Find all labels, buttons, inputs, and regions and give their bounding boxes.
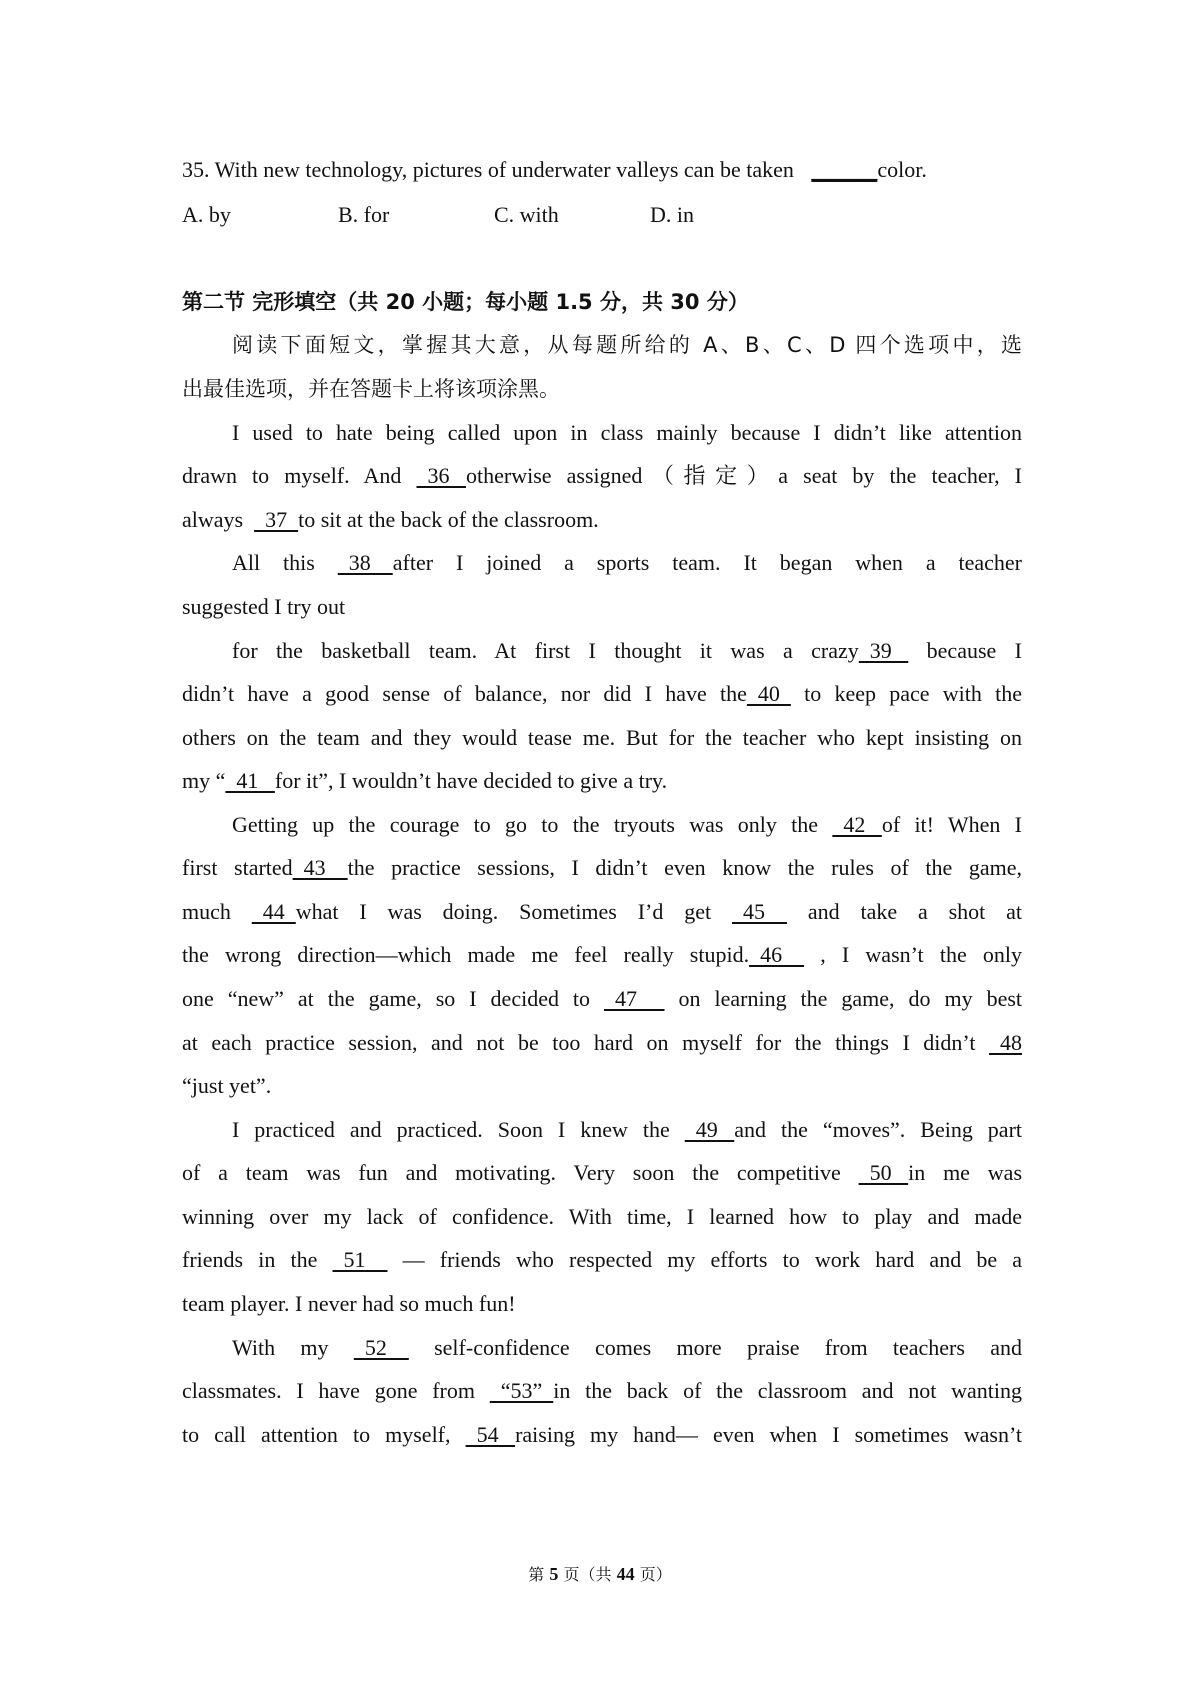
question-35-stem: 35. With new technology, pictures of underwater valleys can be taken — [182, 157, 794, 182]
passage-line-19: winning over my lack of confidence. With time, I learned how to play and made — [182, 1204, 1022, 1229]
passage-line-22: With my 52 self-confidence comes more praise from teachers and — [232, 1333, 1022, 1363]
passage-line-21: team player. I never had so much fun! — [182, 1291, 516, 1316]
section-instruction-1: 阅读下面短文，掌握其大意，从每题所给的 A、B、C、D 四个选项中，选 — [232, 333, 1022, 357]
passage-line-4: All this 38 after I joined a sports team. It began when a teacher — [232, 548, 1022, 578]
blank-43: 43 — [292, 855, 348, 880]
passage-line-10: Getting up the courage to go to the tryouts was only the 42 of it! When I — [232, 810, 1022, 840]
section-instruction-2: 出最佳选项，并在答题卡上将该项涂黑。 — [182, 377, 560, 401]
blank-46: 46 — [749, 942, 805, 967]
passage-line-7: didn’t have a good sense of balance, nor did I have the 40 to keep pace with the — [182, 679, 1022, 709]
blank-45: 45 — [731, 899, 787, 924]
blank-38: 38 — [337, 550, 393, 575]
section-heading: 第二节 完形填空（共 20 小题；每小题 1.5 分，共 30 分） — [182, 290, 749, 314]
passage-line-5: suggested I try out — [182, 594, 346, 619]
option-d: D. in — [650, 202, 694, 227]
blank-36: 36 — [416, 463, 466, 488]
passage-line-1: I used to hate being called upon in class mainly because I didn’t like attention — [232, 420, 1022, 445]
blank-48: 48 — [989, 1030, 1023, 1055]
blank-47: 47 — [604, 986, 665, 1011]
option-b: B. for — [338, 202, 390, 227]
blank-50: 50 — [858, 1160, 909, 1185]
passage-line-17: I practiced and practiced. Soon I knew the 49 and the “moves”. Being part — [232, 1115, 1022, 1145]
passage-line-3: always 37 to sit at the back of the classroom. — [182, 505, 1022, 535]
option-a: A. by — [182, 202, 231, 227]
passage-line-2: drawn to myself. And 36 otherwise assigned（指定）a seat by the teacher, I — [182, 461, 1022, 491]
passage-line-18: of a team was fun and motivating. Very soon the competitive 50 in me was — [182, 1158, 1022, 1188]
option-c: C. with — [494, 202, 559, 227]
page-number: 5 — [549, 1564, 559, 1584]
blank-51: 51 — [332, 1247, 388, 1272]
passage-line-12: much 44 what I was doing. Sometimes I’d get 45 and take a shot at — [182, 897, 1022, 927]
exam-page — [182, 0, 1022, 1698]
question-35-options — [182, 200, 1022, 230]
passage-line-13: the wrong direction—which made me feel really stupid. 46 , I wasn’t the only — [182, 940, 1022, 970]
passage-line-24: to call attention to myself, 54 raising my hand— even when I sometimes wasn’t — [182, 1420, 1022, 1450]
blank-40: 40 — [746, 681, 791, 706]
passage-line-14: one “new” at the game, so I decided to 47 on learning the game, do my best — [182, 984, 1022, 1014]
passage-line-8: others on the team and they would tease me. But for the teacher who kept insisting on — [182, 725, 1022, 750]
question-35-tail: color. — [877, 157, 927, 182]
passage-line-23: classmates. I have gone from “53” in the back of the classroom and not wanting — [182, 1376, 1022, 1406]
blank-54: 54 — [465, 1422, 516, 1447]
question-35-blank: ______ — [811, 157, 878, 182]
blank-37: 37 — [254, 507, 299, 532]
blank-44: 44 — [251, 899, 296, 924]
question-35 — [182, 155, 1022, 185]
passage-line-20: friends in the 51 — friends who respected my efforts to work hard and be a — [182, 1245, 1022, 1275]
page-footer: 第 5 页（共 44 页） — [528, 1564, 672, 1584]
passage-line-15: at each practice session, and not be too hard on myself for the things I didn’t 48 — [182, 1028, 1022, 1058]
blank-39: 39 — [858, 638, 909, 663]
blank-49: 49 — [684, 1117, 735, 1142]
blank-41: 41 — [225, 768, 275, 793]
blank-53: “53” — [489, 1378, 554, 1403]
passage-line-6: for the basketball team. At first I thought it was a crazy 39 because I — [232, 636, 1022, 666]
blank-52: 52 — [353, 1335, 409, 1360]
page-total: 44 — [616, 1564, 635, 1584]
passage-line-9: my “ 41 for it”, I wouldn’t have decided to give a try. — [182, 766, 1022, 796]
passage-line-16: “just yet”. — [182, 1073, 272, 1098]
passage-line-11: first started 43 the practice sessions, I didn’t even know the rules of the game, — [182, 853, 1022, 883]
blank-42: 42 — [832, 812, 882, 837]
